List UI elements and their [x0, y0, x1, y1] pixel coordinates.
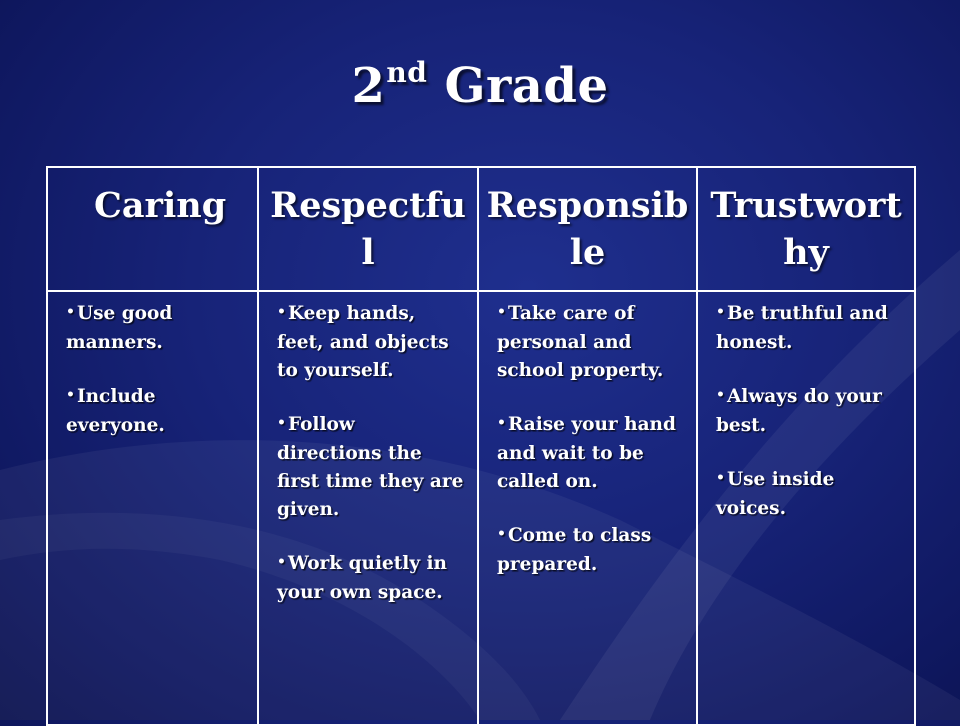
- list-item-text: Follow directions the first time they are given.: [277, 414, 464, 520]
- bullet-icon: •: [277, 554, 286, 570]
- title-text: Grade: [427, 58, 609, 114]
- header-trustworthy: Trustworthy: [697, 167, 915, 291]
- list-item: [277, 411, 465, 524]
- list-item-text: Work quietly in your own space.: [277, 553, 447, 603]
- slide-title: [0, 56, 960, 114]
- bullet-icon: •: [497, 415, 506, 431]
- bullet-icon: •: [716, 387, 725, 403]
- bullet-icon: •: [277, 415, 286, 431]
- header-responsible: Responsible: [478, 167, 697, 291]
- list-item: [497, 411, 684, 496]
- column-trustworthy: [697, 291, 915, 725]
- list-item: [497, 522, 684, 579]
- list-item: [716, 466, 902, 523]
- bullet-list: [277, 300, 465, 607]
- list-item: [716, 383, 902, 440]
- title-number: 2: [351, 58, 386, 114]
- table-header-row: [47, 167, 915, 291]
- title-ordinal-suffix: nd: [386, 56, 428, 89]
- bullet-icon: •: [66, 387, 75, 403]
- list-item: [716, 300, 902, 357]
- bullet-list: [716, 300, 902, 523]
- grade-expectations-table: [46, 166, 916, 726]
- column-caring: [47, 291, 258, 725]
- list-item: [277, 300, 465, 385]
- bullet-icon: •: [716, 470, 725, 486]
- list-item-text: Use good manners.: [66, 303, 173, 353]
- header-caring: Caring: [47, 167, 258, 291]
- list-item-text: Come to class prepared.: [497, 525, 652, 575]
- column-responsible: [478, 291, 697, 725]
- list-item-text: Use inside voices.: [716, 469, 835, 519]
- bullet-list: [66, 300, 245, 440]
- list-item-text: Take care of personal and school property.: [497, 303, 664, 381]
- header-respectful: Respectful: [258, 167, 478, 291]
- bullet-icon: •: [497, 304, 506, 320]
- table-body-row: [47, 291, 915, 725]
- bullet-icon: •: [497, 526, 506, 542]
- list-item: [66, 300, 245, 357]
- list-item: [277, 550, 465, 607]
- bullet-icon: •: [66, 304, 75, 320]
- bullet-icon: •: [277, 304, 286, 320]
- list-item-text: Include everyone.: [66, 386, 165, 436]
- column-respectful: [258, 291, 478, 725]
- list-item-text: Always do your best.: [716, 386, 882, 436]
- list-item: [497, 300, 684, 385]
- bullet-icon: •: [716, 304, 725, 320]
- list-item-text: Be truthful and honest.: [716, 303, 888, 353]
- bullet-list: [497, 300, 684, 579]
- list-item-text: Keep hands, feet, and objects to yourself.: [277, 303, 449, 381]
- list-item-text: Raise your hand and wait to be called on.: [497, 414, 676, 492]
- list-item: [66, 383, 245, 440]
